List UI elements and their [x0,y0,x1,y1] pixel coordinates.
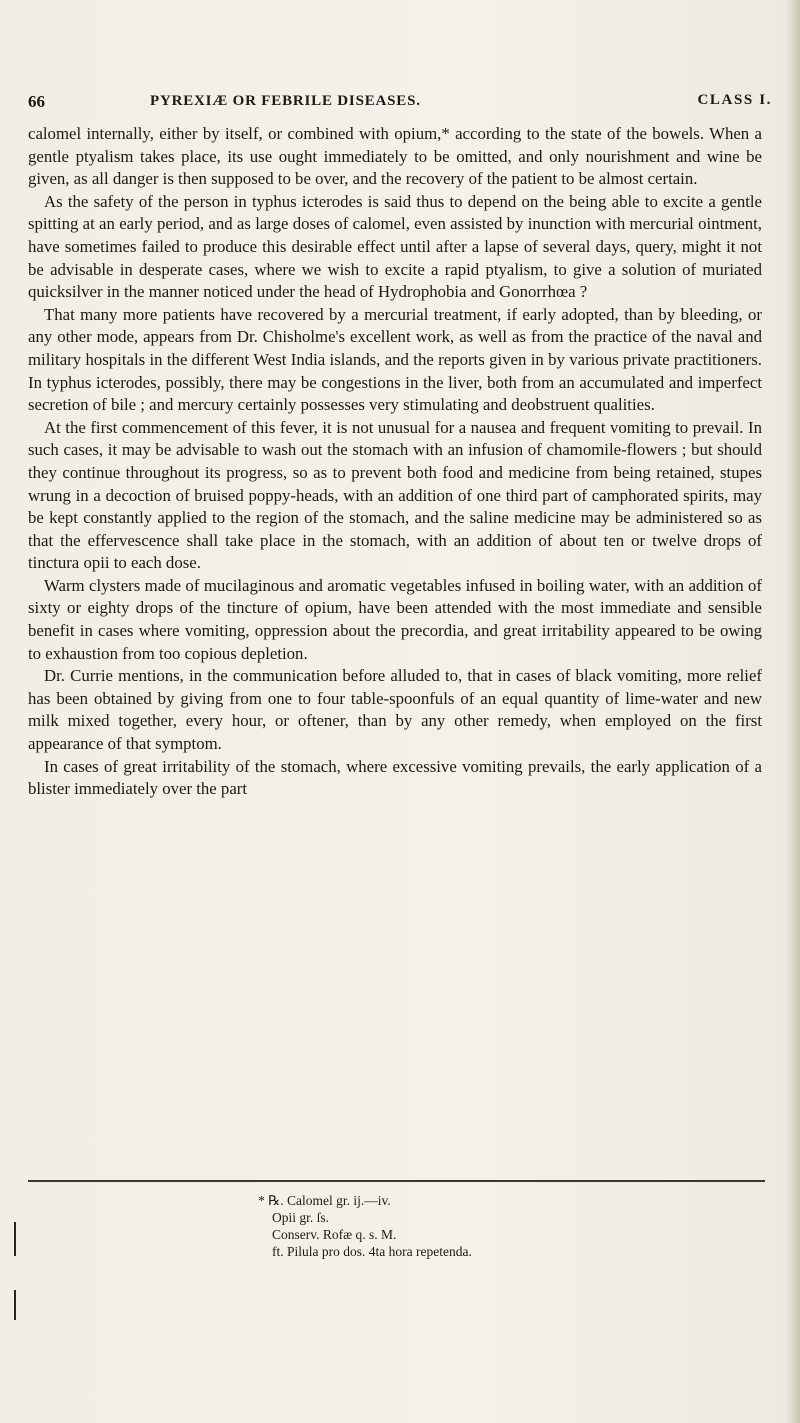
paragraph: At the first commencement of this fever, it is not unusual for a nausea and frequent vomiting to prevail. In such cases, it may be advisable to wash out the stomach with an infusion of chamomile-flowers ; but should they continue throughout its progress, so as to prevent both food and medicine from being retained, stupes wrung in a decoction of bruised poppy-heads, with an addition of one third part of camphorated spirits, may be kept constantly applied to the region of the stomach, and the saline medicine may be administered so as that the effervescence shall take place in the stomach, with an addition of about ten or twelve drops of tinctura opii to each dose. [28,417,762,573]
paragraph: In cases of great irritability of the stomach, where excessive vomiting prevails, the early application of a blister immediately over the part [28,756,762,799]
paragraph: As the safety of the person in typhus icterodes is said thus to depend on the being able to excite a gentle spitting at an early period, and as large doses of calomel, even assisted by inunction with mercurial ointment, have sometimes failed to produce this desirable effect until after a lapse of several days, query, might it not be advisable in desperate cases, where we wish to excite a rapid ptyalism, to give a solution of muriated quicksilver in the manner noticed under the head of Hydrophobia and Gonorrhœa ? [28,191,762,302]
body-text [28,123,762,801]
paragraph: Dr. Currie mentions, in the communication before alluded to, that in cases of black vomiting, more relief has been obtained by giving from one to four table-spoonfuls of an equal quantity of lime-water and new milk mixed together, every hour, or oftener, than by any other remedy, when employed on the first appearance of that symptom. [28,666,762,754]
binding-mark [14,1222,16,1256]
footnote-line: Opii gr. ſs. [272,1210,330,1225]
footnote [258,1192,558,1260]
paragraph: calomel internally, either by itself, or combined with opium,* according to the state of the bowels. When a gentle ptyalism takes place, its use ought immediately to be omitted, and only nourishment and wine be given, as all danger is then supposed to be over, and the recovery of the patient to be almost certain. [28,124,762,189]
binding-mark [14,1290,16,1320]
running-title: PYREXIÆ OR FEBRILE DISEASES. [150,93,421,109]
footnote-line: ft. Pilula pro dos. 4ta hora repetenda. [272,1244,472,1259]
footnote-line: Conserv. Rofæ q. s. M. [272,1227,397,1242]
paragraph: Warm clysters made of mucilaginous and aromatic vegetables infused in boiling water, with an addition of sixty or eighty drops of the tincture of opium, have been attended with the most immediate and sensible benefit in cases where vomiting, oppression about the precordia, and great irritability appeared to be owing to exhaustion from too copious depletion. [28,575,762,663]
paragraph: That many more patients have recovered by a mercurial treatment, if early adopted, than by bleeding, or any other mode, appears from Dr. Chisholme's excellent work, as well as from the practice of the naval and military hospitals in the different West India islands, and the reports given in by various private practitioners. In typhus icterodes, possibly, there may be congestions in the liver, both from an accumulated and imperfect secretion of bile ; and mercury certainly possesses very stimulating and deobstruent qualities. [28,304,762,415]
class-label: CLASS I. [697,92,772,108]
running-header [28,92,780,116]
footnote-rule [28,1180,765,1182]
page-number: 66 [28,92,45,111]
page-edge-shadow [786,0,800,1423]
footnote-line: * ℞. Calomel gr. ij.—iv. [258,1193,391,1208]
